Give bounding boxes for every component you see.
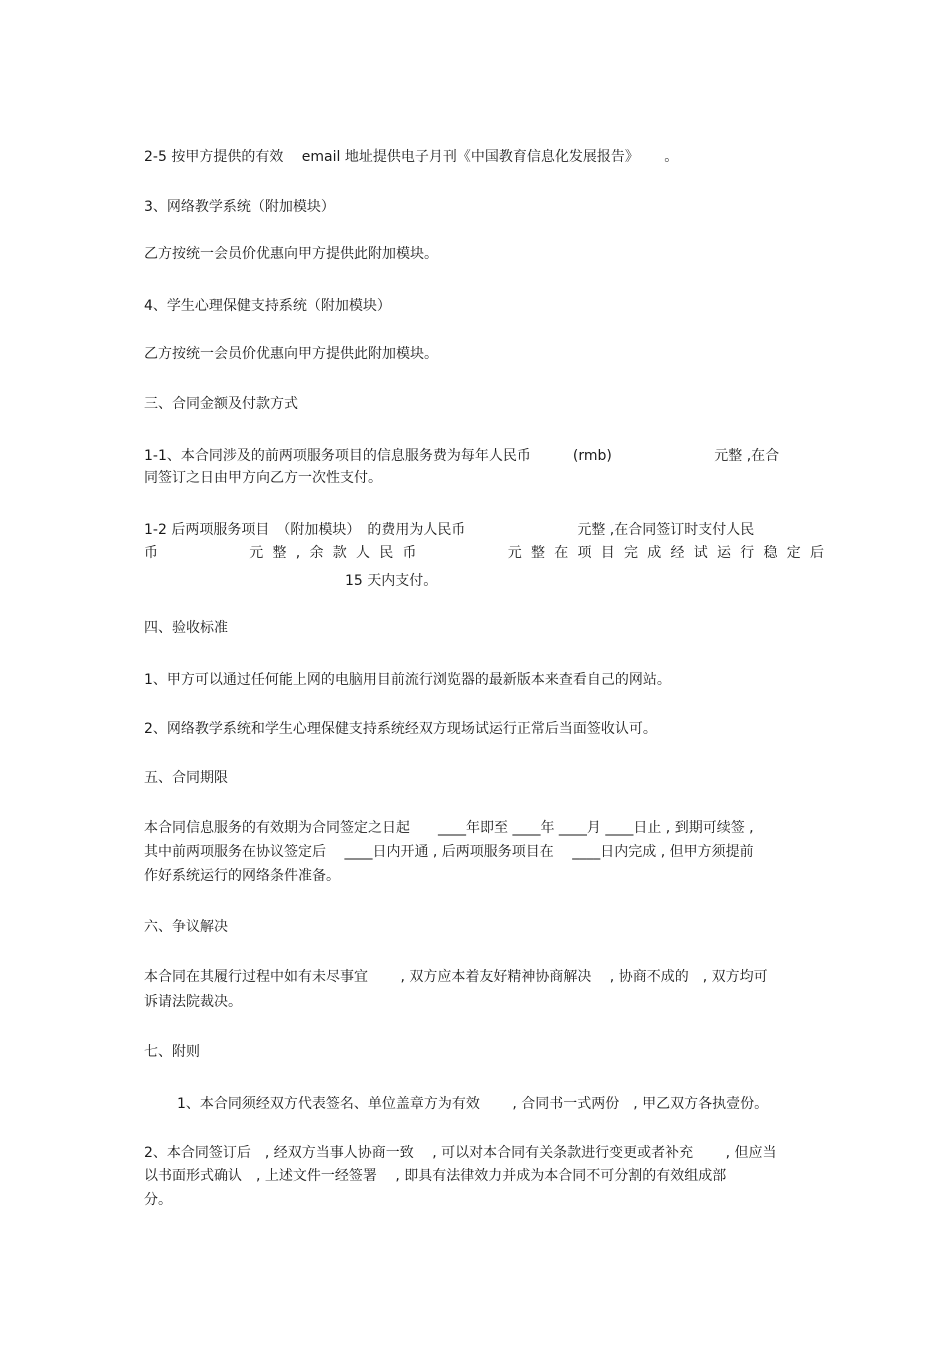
supplementary-item-2-line-3: 分。 — [144, 1192, 172, 1208]
chapter-3-heading: 三、合同金额及付款方式 — [144, 396, 298, 412]
chapter-5-heading: 五、合同期限 — [144, 770, 228, 786]
chapter-6-heading: 六、争议解决 — [144, 919, 228, 935]
section-3-body: 乙方按统一会员价优惠向甲方提供此附加模块。 — [144, 246, 438, 262]
clause-1-2-line-1: 1-2 后两项服务项目 （附加模块） 的费用为人民币 元整 ,在合同签订时支付人民 — [144, 522, 755, 538]
supplementary-item-2-line-2: 以书面形式确认 , 上述文件一经签署 , 即具有法律效力并成为本合同不可分割的有效组成部 — [144, 1168, 727, 1184]
supplementary-item-2-line-1: 2、本合同签订后 , 经双方当事人协商一致 , 可以对本合同有关条款进行变更或者补充 , 但应当 — [144, 1145, 777, 1161]
clause-1-1-line-2: 同签订之日由甲方向乙方一次性支付。 — [144, 470, 382, 486]
acceptance-item-2: 2、网络教学系统和学生心理保健支持系统经双方现场试运行正常后当面签收认可。 — [144, 721, 657, 737]
term-line-2: 其中前两项服务在协议签定后 ____日内开通 , 后两项服务项目在 ____日内完成 , 但甲方须提前 — [144, 844, 754, 860]
section-4-heading: 4、学生心理保健支持系统（附加模块） — [144, 298, 391, 314]
dispute-line-2: 诉请法院裁决。 — [144, 994, 242, 1010]
section-4-body: 乙方按统一会员价优惠向甲方提供此附加模块。 — [144, 346, 438, 362]
acceptance-item-1: 1、甲方可以通过任何能上网的电脑用目前流行浏览器的最新版本来查看自己的网站。 — [144, 672, 671, 688]
supplementary-item-1: 1、本合同须经双方代表签名、单位盖章方为有效 , 合同书一式两份 , 甲乙双方各执壹份。 — [177, 1096, 769, 1112]
clause-1-1-line-1: 1-1、本合同涉及的前两项服务项目的信息服务费为每年人民币 (rmb) 元整 ,在合 — [144, 448, 780, 464]
term-line-3: 作好系统运行的网络条件准备。 — [144, 868, 340, 884]
chapter-4-heading: 四、验收标准 — [144, 620, 228, 636]
dispute-line-1: 本合同在其履行过程中如有未尽事宜 , 双方应本着友好精神协商解决 , 协商不成的 , 双方均可 — [144, 969, 768, 985]
section-3-heading: 3、网络教学系统（附加模块） — [144, 199, 335, 215]
clause-1-2-line-3: 15 天内支付。 — [345, 573, 438, 589]
chapter-7-heading: 七、附则 — [144, 1044, 200, 1060]
clause-1-2-line-2: 币 元 整 , 余 款 人 民 币 元 整 在 项 目 完 成 经 试 运 行 稳 定 后 — [144, 545, 827, 561]
term-line-1: 本合同信息服务的有效期为合同签定之日起 ____年即至 ____年 ____月 ____日止 , 到期可续签 , — [144, 820, 754, 836]
clause-2-5: 2-5 按甲方提供的有效 email 地址提供电子月刊《中国教育信息化发展报告》 。 — [144, 149, 679, 165]
